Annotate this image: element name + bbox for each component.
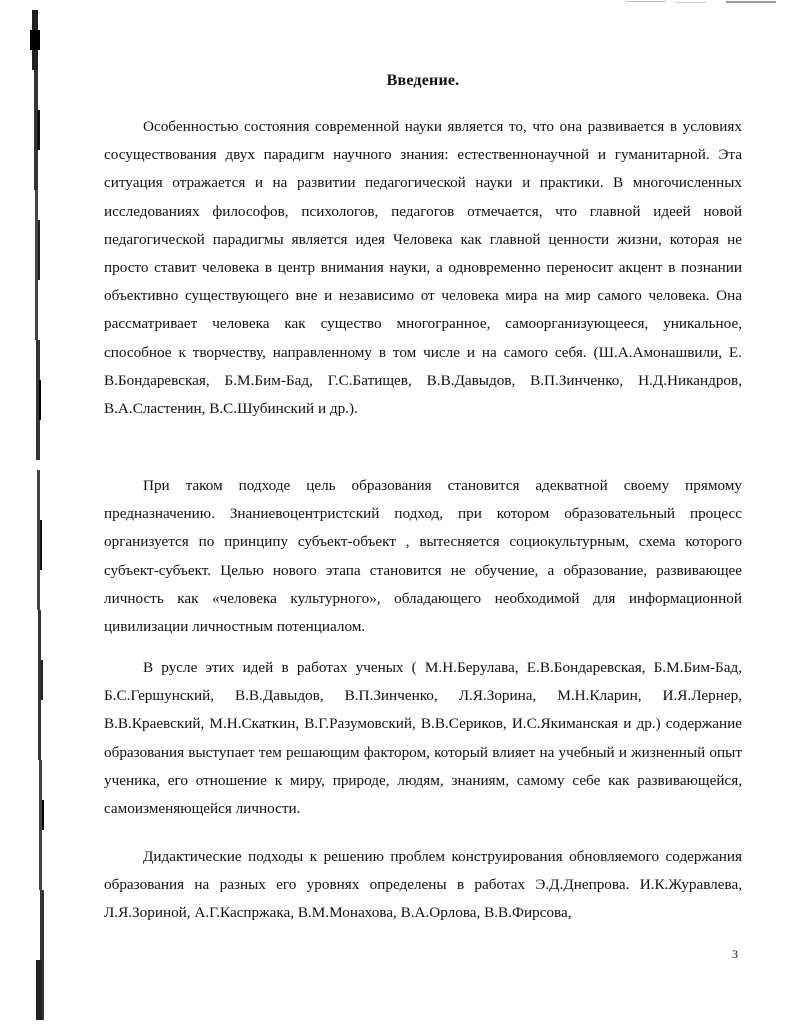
- paragraph: В русле этих идей в работах ученых ( М.Н.Берулава, Е.В.Бондаревская, Б.М.Бим-Бад, Б.С.Гершунский, В.В.Давыдов, В.П.Зинченко, Л.Я.Зорина, М.Н.Кларин, И.Я.Лернер, В.В.Краевский, М.Н.Скаткин, В.Г.Разумовский, В.В.Сериков, И.С.Якиманская и др.) содержание образования выступает тем решающим фактором, который влияет на учебный и жизненный опыт ученика, его отношение к миру, природе, людям, знаниям, самому себе как развивающейся, самоизменяющейся личности.: [104, 659, 742, 818]
- page-title: Введение.: [386, 72, 460, 89]
- paragraph: Особенностью состояния современной науки является то, что она развивается в условиях сосуществования двух парадигм научного знания: естественнонаучной и гуманитарной. Эта ситуация отражается и на развитии педагогической науки и практики. В многочисленных исследованиях философов, психологов, педагогов отмечается, что главной идеей новой педагогической парадигмы является идея Человека как главной ценности жизни, которая не просто ставит человека в центр внимания науки, а одновременно переносит акцент в познании объективно существующего вне и независимо от человека мира на мир самого человека. Она рассматривает человека как существо многогранное, самоорганизующееся, уникальное, способное к творчеству, направленному в том числе и на самого себя. (Ш.А.Амонашвили, Е. В.Бондаревская, Б.М.Бим-Бад, Г.С.Батищев, В.В.Давыдов, В.П.Зинченко, Н.Д.Никандров, В.А.Сластенин, В.С.Шубинский и др.).: [104, 118, 742, 418]
- page-number: 3: [732, 947, 738, 961]
- document-page: [104, 0, 742, 1026]
- paragraph: Дидактические подходы к решению проблем конструирования обновляемого содержания образования на разных его уровнях определены в работах Э.Д.Днепрова. И.К.Журавлева, Л.Я.Зориной, А.Г.Каспржака, В.М.Монахова, В.А.Орлова, В.В.Фирсова,: [104, 848, 742, 922]
- scan-edge-left-artifact: [28, 0, 54, 1026]
- paragraph: При таком подходе цель образования становится адекватной своему прямому предназначению. Знаниевоцентристский подход, при котором образовательный процесс организуется по принципу субъект-объект , вытесняется социокультурным, схема которого субъект-субъект. Целью нового этапа становится не обучение, а образование, развивающее личность как «человека культурного», обладающего необходимой для информационной цивилизации личностным потенциалом.: [104, 477, 742, 636]
